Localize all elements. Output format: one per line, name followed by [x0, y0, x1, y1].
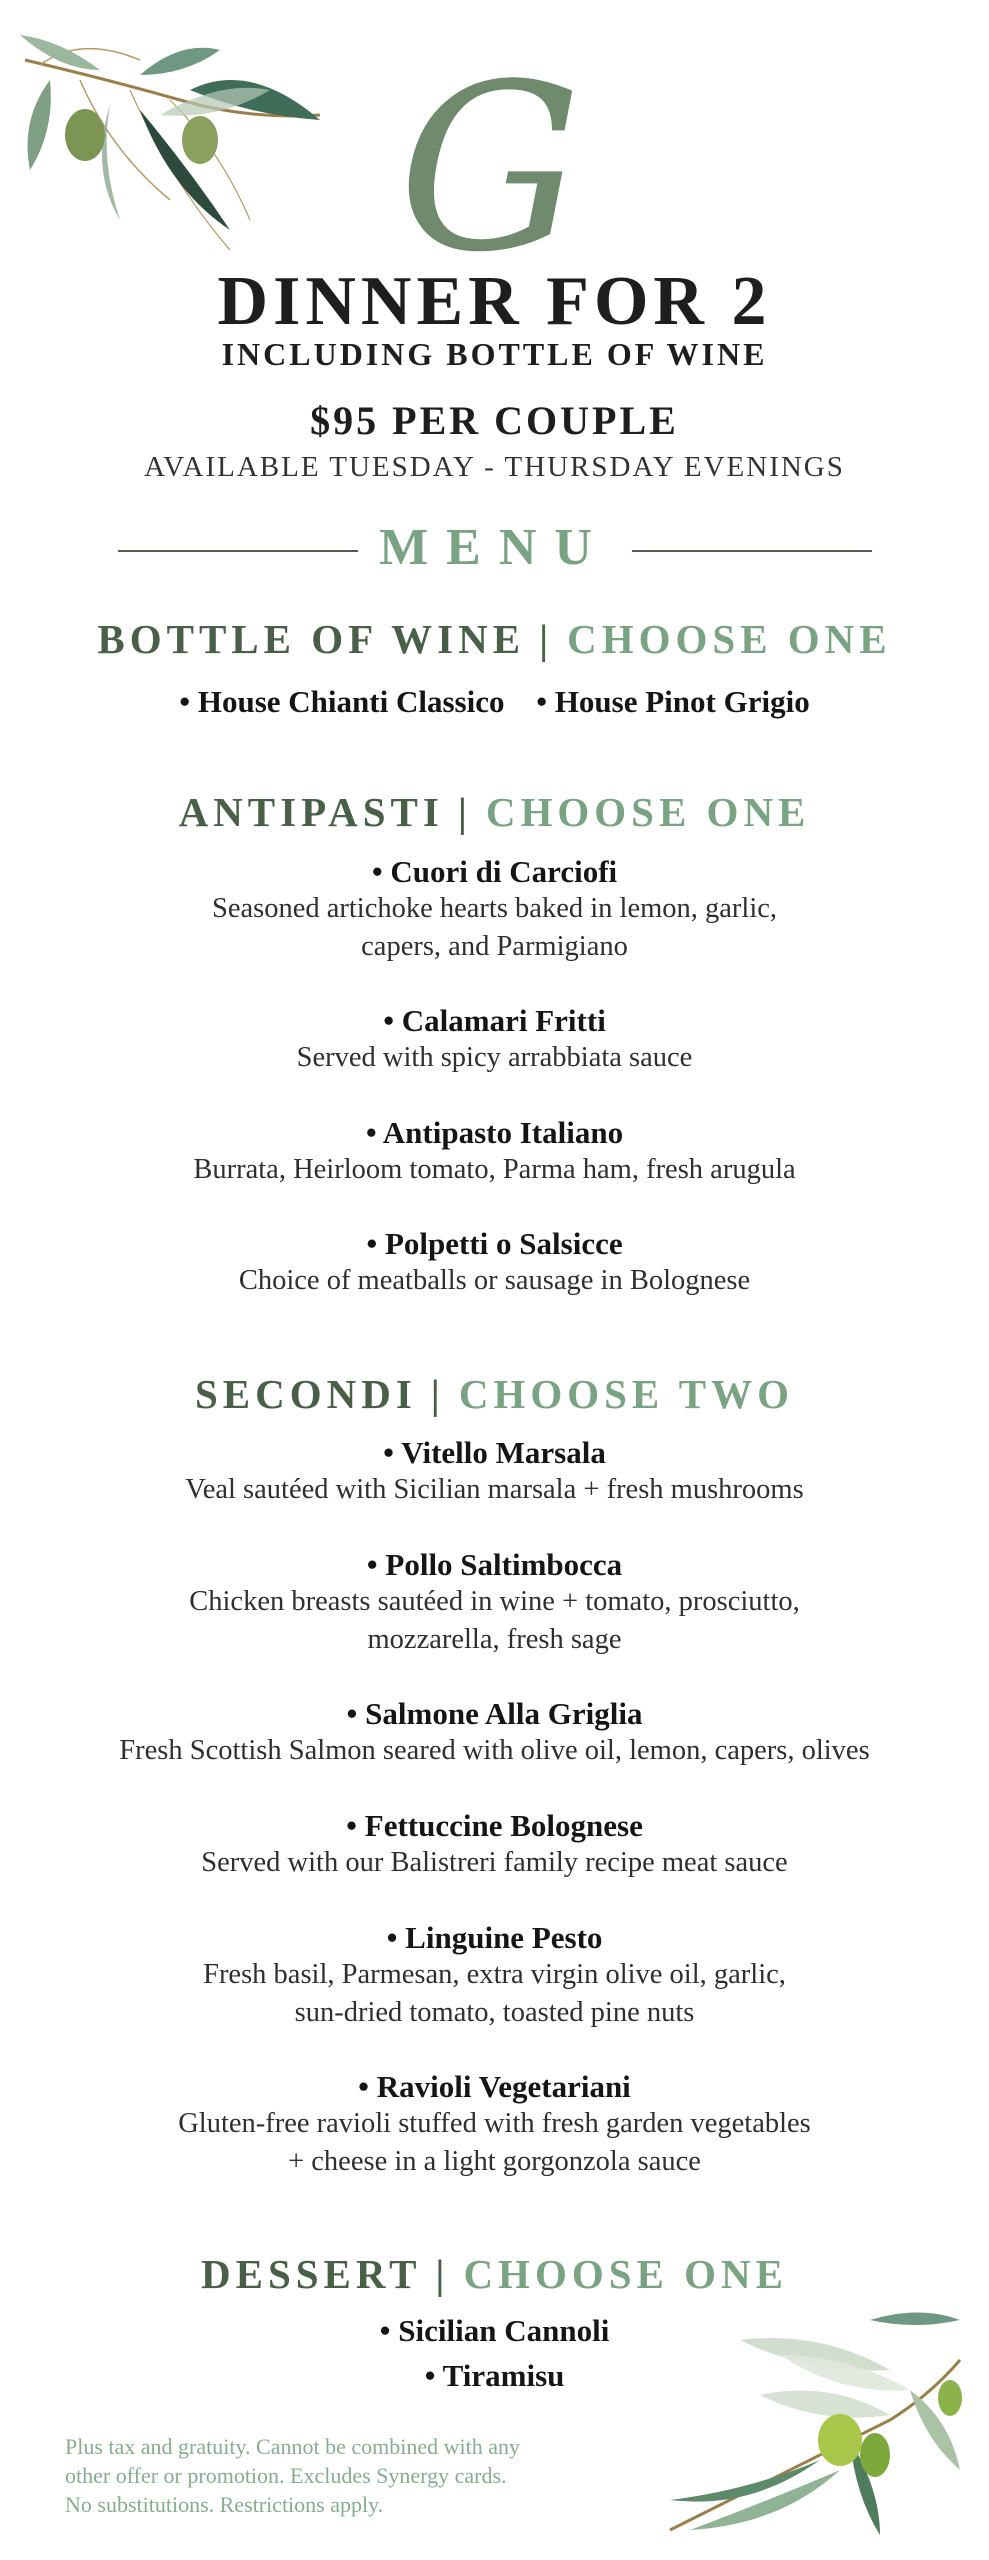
separator: |	[457, 789, 472, 835]
item-desc: Fresh basil, Parmesan, extra virgin olive oil, garlic,	[203, 1959, 786, 1990]
item-desc: mozzarella, fresh sage	[367, 1624, 622, 1655]
section-choose: CHOOSE ONE	[463, 2251, 788, 2297]
section-title: DESSERT	[201, 2251, 422, 2297]
separator: |	[430, 1371, 445, 1417]
olive-branch-bottom-right-icon	[650, 2300, 970, 2540]
item-name: • Vitello Marsala	[383, 1435, 606, 1470]
section-choose: CHOOSE TWO	[458, 1371, 795, 1417]
item-name: • Fettuccine Bolognese	[346, 1808, 643, 1843]
list-item: • Sicilian Cannoli	[379, 2313, 610, 2348]
item-desc: capers, and Parmigiano	[361, 931, 628, 962]
section-heading-wine	[0, 615, 989, 663]
section-heading-antipasti	[0, 788, 989, 836]
olive-branch-top-left-icon	[20, 20, 330, 260]
item-desc: Chicken breasts sautéed in wine + tomato, prosciutto,	[189, 1586, 800, 1617]
item-desc: + cheese in a light gorgonzola sauce	[288, 2146, 701, 2177]
logo-g: G	[398, 36, 582, 303]
item-name: • Antipasto Italiano	[365, 1115, 624, 1150]
separator: |	[539, 616, 554, 662]
section-heading-dessert	[0, 2250, 989, 2298]
menu-heading: MENU	[379, 519, 610, 576]
page-subtitle: INCLUDING BOTTLE OF WINE	[221, 336, 768, 372]
item-name: • Cuori di Carciofi	[371, 854, 618, 889]
item-desc: Fresh Scottish Salmon seared with olive oil, lemon, capers, olives	[119, 1735, 870, 1766]
item-name: • Ravioli Vegetariani	[358, 2069, 631, 2104]
item-name: • Linguine Pesto	[386, 1920, 603, 1955]
list-item: • House Chianti Classico	[179, 684, 505, 719]
item-name: • Calamari Fritti	[383, 1003, 606, 1038]
separator: |	[435, 2251, 450, 2297]
section-choose: CHOOSE ONE	[485, 789, 811, 835]
footer-line: Plus tax and gratuity. Cannot be combined with any	[65, 2434, 520, 2459]
availability: AVAILABLE TUESDAY - THURSDAY EVENINGS	[144, 451, 845, 483]
section-title: SECONDI	[194, 1371, 417, 1417]
item-desc: Veal sautéed with Sicilian marsala + fresh mushrooms	[185, 1474, 804, 1505]
item-desc: Gluten-free ravioli stuffed with fresh garden vegetables	[178, 2108, 811, 2139]
section-title: ANTIPASTI	[178, 789, 444, 835]
item-desc: Choice of meatballs or sausage in Bolognese	[238, 1265, 751, 1296]
item-desc: Burrata, Heirloom tomato, Parma ham, fresh arugula	[193, 1154, 796, 1185]
item-desc: Seasoned artichoke hearts baked in lemon, garlic,	[211, 893, 778, 924]
section-choose: CHOOSE ONE	[567, 616, 892, 662]
wine-options	[0, 684, 989, 720]
footer-line: other offer or promotion. Excludes Synergy cards.	[65, 2463, 507, 2488]
list-item: • Tiramisu	[424, 2358, 565, 2393]
item-desc: Served with spicy arrabbiata sauce	[296, 1042, 693, 1073]
page-title: DINNER FOR 2	[217, 263, 772, 340]
item-name: • Pollo Saltimbocca	[366, 1547, 623, 1582]
footer-disclaimer	[65, 2432, 685, 2519]
item-desc: Served with our Balistreri family recipe meat sauce	[201, 1847, 788, 1878]
item-name: • Polpetti o Salsicce	[366, 1226, 623, 1261]
price: $95 PER COUPLE	[310, 398, 679, 443]
item-desc: sun-dried tomato, toasted pine nuts	[294, 1997, 695, 2028]
section-heading-secondi	[0, 1370, 989, 1418]
item-name: • Salmone Alla Griglia	[346, 1696, 643, 1731]
list-item: • House Pinot Grigio	[536, 684, 810, 719]
section-title: BOTTLE OF WINE	[97, 616, 526, 662]
divider-right	[632, 550, 872, 552]
footer-line: No substitutions. Restrictions apply.	[65, 2492, 384, 2517]
